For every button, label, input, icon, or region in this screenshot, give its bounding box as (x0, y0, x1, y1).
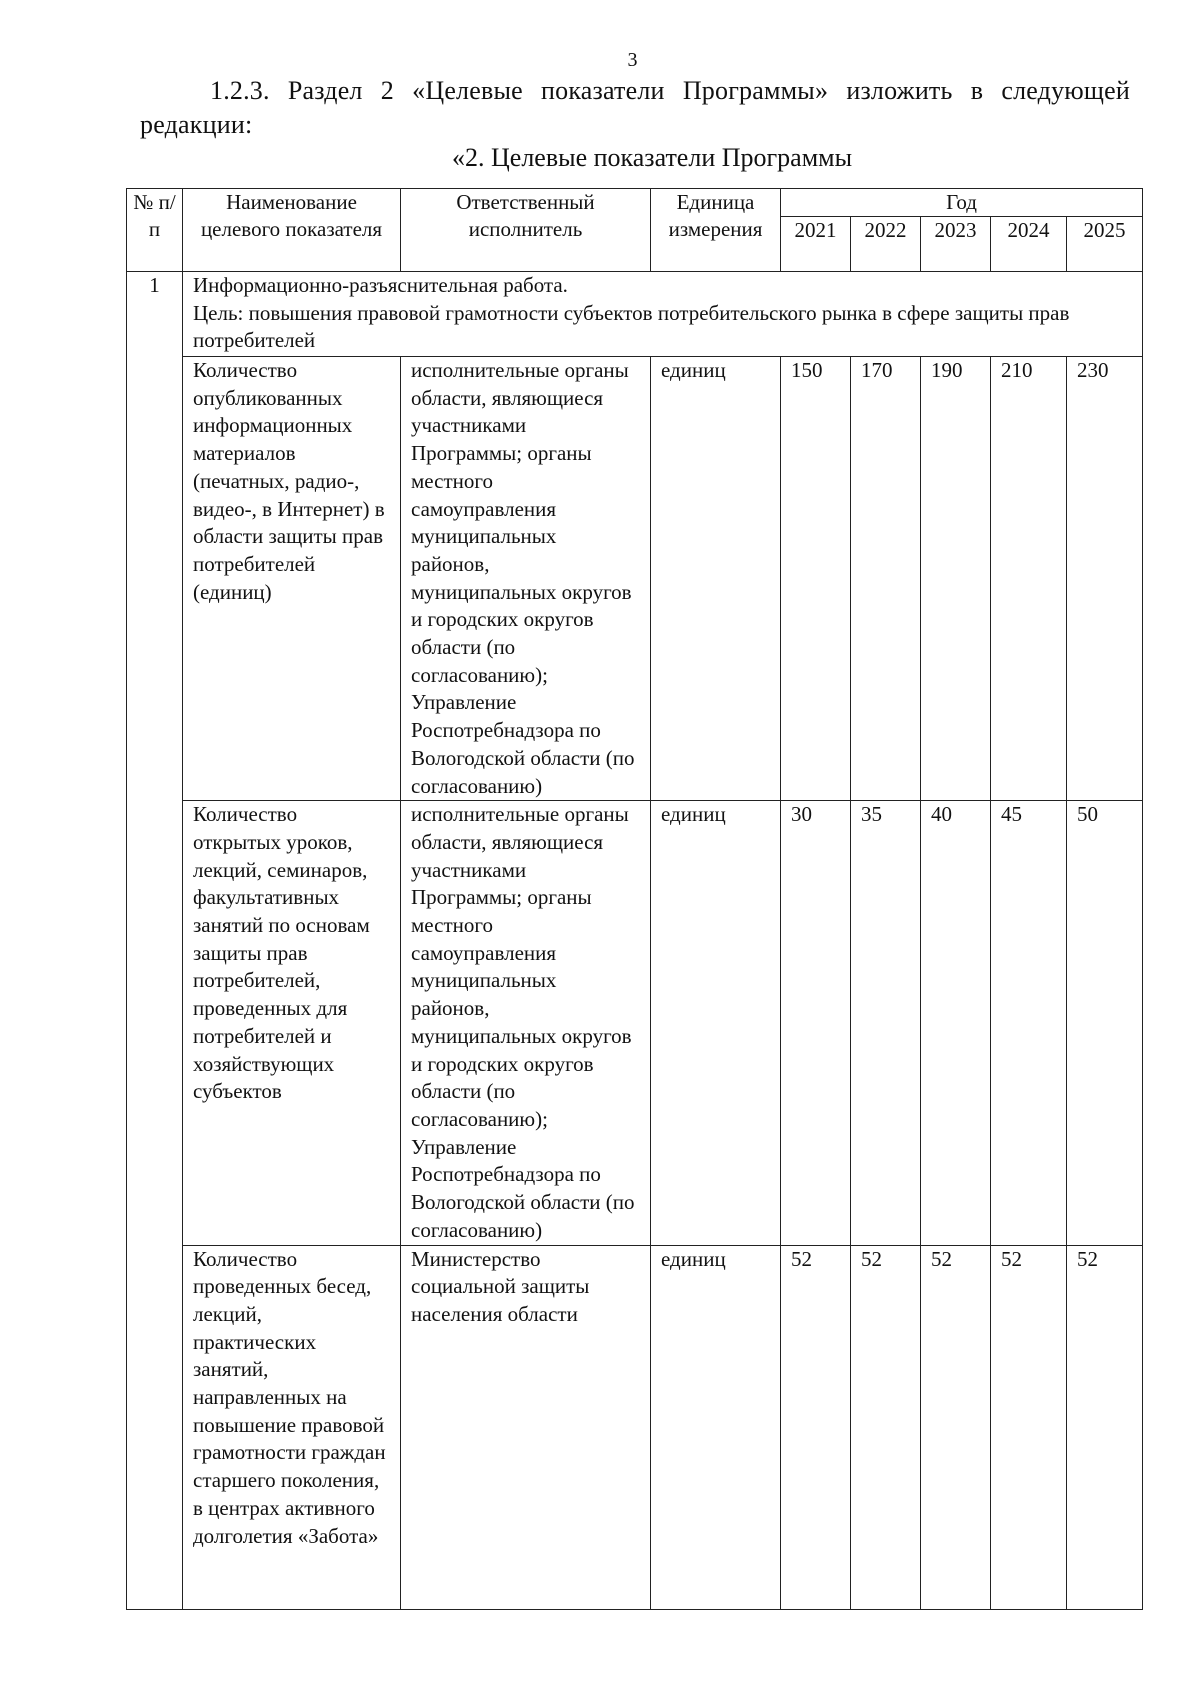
value-2024: 52 (991, 1245, 1067, 1609)
header-executor: Ответственный исполнитель (401, 189, 651, 272)
value-2025: 52 (1067, 1245, 1143, 1609)
section-goal: Цель: повышения правовой грамотности субъектов потребительского рынка в сфере защиты прав потребителей (193, 300, 1070, 353)
value-2022: 170 (851, 357, 921, 801)
indicators-table (126, 188, 1143, 1610)
value-2023: 52 (921, 1245, 991, 1609)
header-year-2022: 2022 (851, 217, 921, 272)
value-2021: 52 (781, 1245, 851, 1609)
value-2024: 210 (991, 357, 1067, 801)
header-year-2025: 2025 (1067, 217, 1143, 272)
unit-cell: единиц (651, 1245, 781, 1609)
value-2022: 35 (851, 801, 921, 1245)
value-2021: 30 (781, 801, 851, 1245)
unit-cell: единиц (651, 357, 781, 801)
page-number: 3 (627, 49, 638, 71)
header-indicator: Наименование целевого показателя (183, 189, 401, 272)
value-2022: 52 (851, 1245, 921, 1609)
section-row (127, 272, 1143, 357)
header-year-2021: 2021 (781, 217, 851, 272)
header-year-2023: 2023 (921, 217, 991, 272)
section-title: «2. Целевые показатели Программы (452, 143, 853, 172)
intro-paragraph: 1.2.3. Раздел 2 «Целевые показатели Программы» изложить в следующей редакции: (140, 76, 1130, 139)
header-row-top (127, 189, 1143, 217)
executor-cell: Министерство социальной защиты населения области (401, 1245, 651, 1609)
header-num: № п/п (127, 189, 183, 272)
value-2023: 190 (921, 357, 991, 801)
header-unit: Единица измерения (651, 189, 781, 272)
indicator-cell: Количество открытых уроков, лекций, семинаров, факультативных занятий по основам защиты прав потребителей, проведенных для потребителей и хозяйствующих субъектов (183, 801, 401, 1245)
value-2023: 40 (921, 801, 991, 1245)
header-year: Год (781, 189, 1143, 217)
unit-cell: единиц (651, 801, 781, 1245)
section-heading: Информационно-разъяснительная работа. (193, 273, 568, 297)
executor-cell: исполнительные органы области, являющиеся участниками Программы; органы местного самоуправления муниципальных районов, муниципальных округов и городских округов области (по согласованию); Управление Роспотребнадзора по Вологодской области (по согласованию) (401, 801, 651, 1245)
table-row (127, 357, 1143, 801)
section-cell (183, 272, 1143, 357)
value-2024: 45 (991, 801, 1067, 1245)
header-year-2024: 2024 (991, 217, 1067, 272)
indicator-cell: Количество проведенных бесед, лекций, практических занятий, направленных на повышение правовой грамотности граждан старшего поколения, в центрах активного долголетия «Забота» (183, 1245, 401, 1609)
value-2021: 150 (781, 357, 851, 801)
value-2025: 230 (1067, 357, 1143, 801)
section-number: 1 (127, 272, 183, 1610)
table-row (127, 1245, 1143, 1609)
value-2025: 50 (1067, 801, 1143, 1245)
table-row (127, 801, 1143, 1245)
executor-cell: исполнительные органы области, являющиеся участниками Программы; органы местного самоуправления муниципальных районов, муниципальных округов и городских округов области (по согласованию); Управление Роспотребнадзора по Вологодской области (по согласованию) (401, 357, 651, 801)
indicator-cell: Количество опубликованных информационных материалов (печатных, радио-, видео-, в Интернет) в области защиты прав потребителей (единиц) (183, 357, 401, 801)
